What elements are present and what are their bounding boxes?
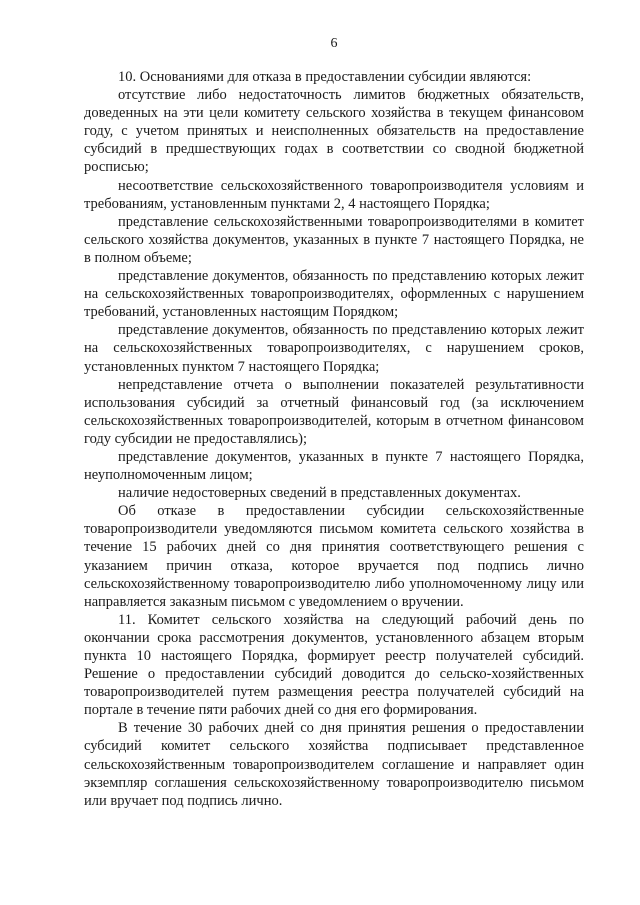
paragraph-improper-documents: представление документов, обязанность по представлению которых лежит на сельскохозяйственных товаропроизводителях, оформленных с нарушением требований, установленных настоящим Порядком; bbox=[84, 268, 584, 321]
paragraph-unauthorized-person: представление документов, указанных в пункте 7 настоящего Порядка, неуполномоченным лицом; bbox=[84, 448, 584, 484]
paragraph-incomplete-documents: представление сельскохозяйственными товаропроизводителями в комитет сельского хозяйства документов, указанных в пункте 7 настоящего Порядка, не в полном объеме; bbox=[84, 213, 584, 266]
paragraph-missing-report: непредставление отчета о выполнении показателей результативности использования субсидий за отчетный финансовый год (за исключением сельскохозяйственных товаропроизводителей, которым в отчетном финансовом году субсидии не предоставлялись); bbox=[84, 376, 584, 447]
paragraph-agreement: В течение 30 рабочих дней со дня принятия решения о предоставлении субсидий комитет сельского хозяйства подписывает представленное сельскохозяйственным товаропроизводителем соглашение и направляет один экземпляр соглашения сельскохозяйственному товаропроизводителю письмом или вручает под подпись лично. bbox=[84, 720, 584, 809]
paragraph-refusal-notice: Об отказе в предоставлении субсидии сельскохозяйственные товаропроизводители уведомляются письмом комитета сельского хозяйства в течение 15 рабочих дней со дня принятия соответствующего решения с указанием причин отказа, которое вручается под подпись лично сельскохозяйственному товаропроизводителю либо уполномоченному лицу или направляется заказным письмом с уведомлением о вручении. bbox=[84, 503, 584, 610]
paragraph-late-documents: представление документов, обязанность по представлению которых лежит на сельскохозяйственных товаропроизводителях, с нарушением сроков, установленных пунктом 7 настоящего Порядка; bbox=[84, 322, 584, 375]
paragraph-11-registry: 11. Комитет сельского хозяйства на следующий рабочий день по окончании срока рассмотрения документов, установленного абзацем вторым пункта 10 настоящего Порядка, формирует реестр получателей субсидий. Решение о предоставлении субсидий доводится до сельско-хозяйственных товаропроизводителей путем размещения реестра получателей субсидий на портале в течение пяти рабочих дней со дня его формирования. bbox=[84, 611, 584, 719]
paragraph-noncompliance: несоответствие сельскохозяйственного товаропроизводителя условиям и требованиям, установленным пунктами 2, 4 настоящего Порядка; bbox=[84, 177, 584, 212]
paragraph-budget-limits: отсутствие либо недостаточность лимитов бюджетных обязательств, доведенных на эти цели комитету сельского хозяйства в текущем финансовом году, с учетом принятых и неисполненных обязательств на предоставление субсидий в предшествующих годах в соответствии со сводной бюджетной росписью; bbox=[84, 87, 584, 176]
page-number: 6 bbox=[330, 36, 338, 51]
paragraph-false-info: наличие недостоверных сведений в представленных документах. bbox=[118, 485, 521, 502]
paragraph-10-heading: 10. Основаниями для отказа в предоставлении субсидии являются: bbox=[118, 69, 532, 85]
